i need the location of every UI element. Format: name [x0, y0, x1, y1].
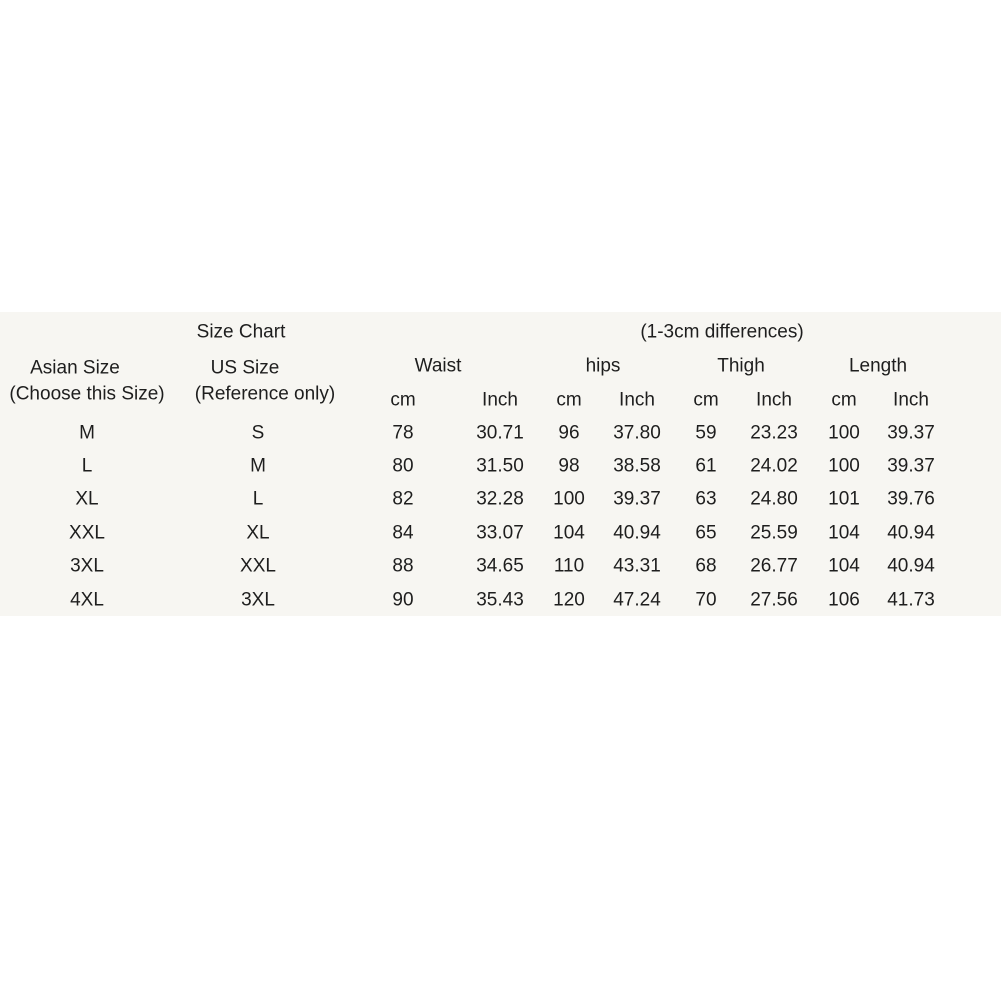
cell-hips-cm: 120 — [553, 589, 585, 611]
cell-thigh-inch: 27.56 — [750, 589, 798, 611]
cell-length-cm: 101 — [828, 488, 860, 510]
cell-length-cm: 106 — [828, 589, 860, 611]
cell-thigh-inch: 24.02 — [750, 455, 798, 477]
cell-thigh-cm: 59 — [695, 422, 717, 444]
cell-asian-size: M — [79, 422, 95, 444]
cell-hips-cm: 98 — [558, 455, 580, 477]
header-us-size: US Size — [210, 357, 280, 379]
cell-thigh-cm: 65 — [695, 522, 717, 544]
cell-length-inch: 39.37 — [887, 422, 935, 444]
cell-hips-inch: 39.37 — [613, 488, 661, 510]
cell-hips-cm: 96 — [558, 422, 580, 444]
cell-waist-cm: 90 — [392, 589, 414, 611]
cell-length-cm: 104 — [828, 522, 860, 544]
header-length: Length — [848, 355, 908, 377]
cell-length-inch: 41.73 — [887, 589, 935, 611]
cell-hips-cm: 104 — [553, 522, 585, 544]
cell-thigh-cm: 68 — [695, 555, 717, 577]
header-unit-waist-inch: Inch — [482, 389, 518, 411]
cell-hips-inch: 37.80 — [613, 422, 661, 444]
cell-thigh-inch: 24.80 — [750, 488, 798, 510]
cell-waist-inch: 33.07 — [476, 522, 524, 544]
header-unit-hips-inch: Inch — [619, 389, 655, 411]
header-unit-waist-cm: cm — [390, 389, 416, 411]
cell-length-cm: 100 — [828, 422, 860, 444]
cell-hips-inch: 38.58 — [613, 455, 661, 477]
header-thigh: Thigh — [717, 355, 765, 377]
header-asian-size: Asian Size — [30, 357, 120, 379]
cell-hips-inch: 40.94 — [613, 522, 661, 544]
cell-waist-inch: 34.65 — [476, 555, 524, 577]
cell-waist-inch: 31.50 — [476, 455, 524, 477]
cell-us-size: 3XL — [241, 589, 275, 611]
cell-us-size: XL — [246, 522, 270, 544]
cell-us-size: L — [252, 488, 264, 510]
header-unit-length-cm: cm — [831, 389, 857, 411]
cell-thigh-cm: 70 — [695, 589, 717, 611]
cell-length-inch: 39.76 — [887, 488, 935, 510]
cell-asian-size: XL — [75, 488, 99, 510]
cell-length-cm: 104 — [828, 555, 860, 577]
cell-thigh-inch: 23.23 — [750, 422, 798, 444]
header-us-size-sub: (Reference only) — [194, 383, 336, 405]
cell-thigh-cm: 61 — [695, 455, 717, 477]
header-waist: Waist — [414, 355, 462, 377]
cell-length-inch: 40.94 — [887, 522, 935, 544]
cell-us-size: M — [250, 455, 266, 477]
cell-hips-cm: 110 — [553, 555, 585, 577]
cell-hips-inch: 43.31 — [613, 555, 661, 577]
cell-thigh-cm: 63 — [695, 488, 717, 510]
cell-hips-inch: 47.24 — [613, 589, 661, 611]
cell-waist-cm: 84 — [392, 522, 414, 544]
chart-title: Size Chart — [196, 321, 286, 343]
cell-waist-cm: 80 — [392, 455, 414, 477]
header-unit-hips-cm: cm — [556, 389, 582, 411]
cell-hips-cm: 100 — [553, 488, 585, 510]
header-unit-thigh-cm: cm — [693, 389, 719, 411]
header-unit-thigh-inch: Inch — [756, 389, 792, 411]
cell-waist-cm: 82 — [392, 488, 414, 510]
header-unit-length-inch: Inch — [893, 389, 929, 411]
cell-length-inch: 40.94 — [887, 555, 935, 577]
cell-asian-size: L — [81, 455, 93, 477]
cell-us-size: XXL — [240, 555, 276, 577]
header-hips: hips — [585, 355, 621, 377]
cell-us-size: S — [251, 422, 265, 444]
cell-asian-size: 4XL — [70, 589, 104, 611]
cell-waist-inch: 35.43 — [476, 589, 524, 611]
cell-waist-cm: 78 — [392, 422, 414, 444]
cell-length-cm: 100 — [828, 455, 860, 477]
cell-waist-inch: 32.28 — [476, 488, 524, 510]
cell-length-inch: 39.37 — [887, 455, 935, 477]
cell-thigh-inch: 26.77 — [750, 555, 798, 577]
cell-waist-inch: 30.71 — [476, 422, 524, 444]
cell-waist-cm: 88 — [392, 555, 414, 577]
tolerance-note: (1-3cm differences) — [640, 321, 804, 343]
cell-asian-size: 3XL — [70, 555, 104, 577]
header-asian-size-sub: (Choose this Size) — [9, 383, 165, 405]
cell-asian-size: XXL — [69, 522, 105, 544]
cell-thigh-inch: 25.59 — [750, 522, 798, 544]
